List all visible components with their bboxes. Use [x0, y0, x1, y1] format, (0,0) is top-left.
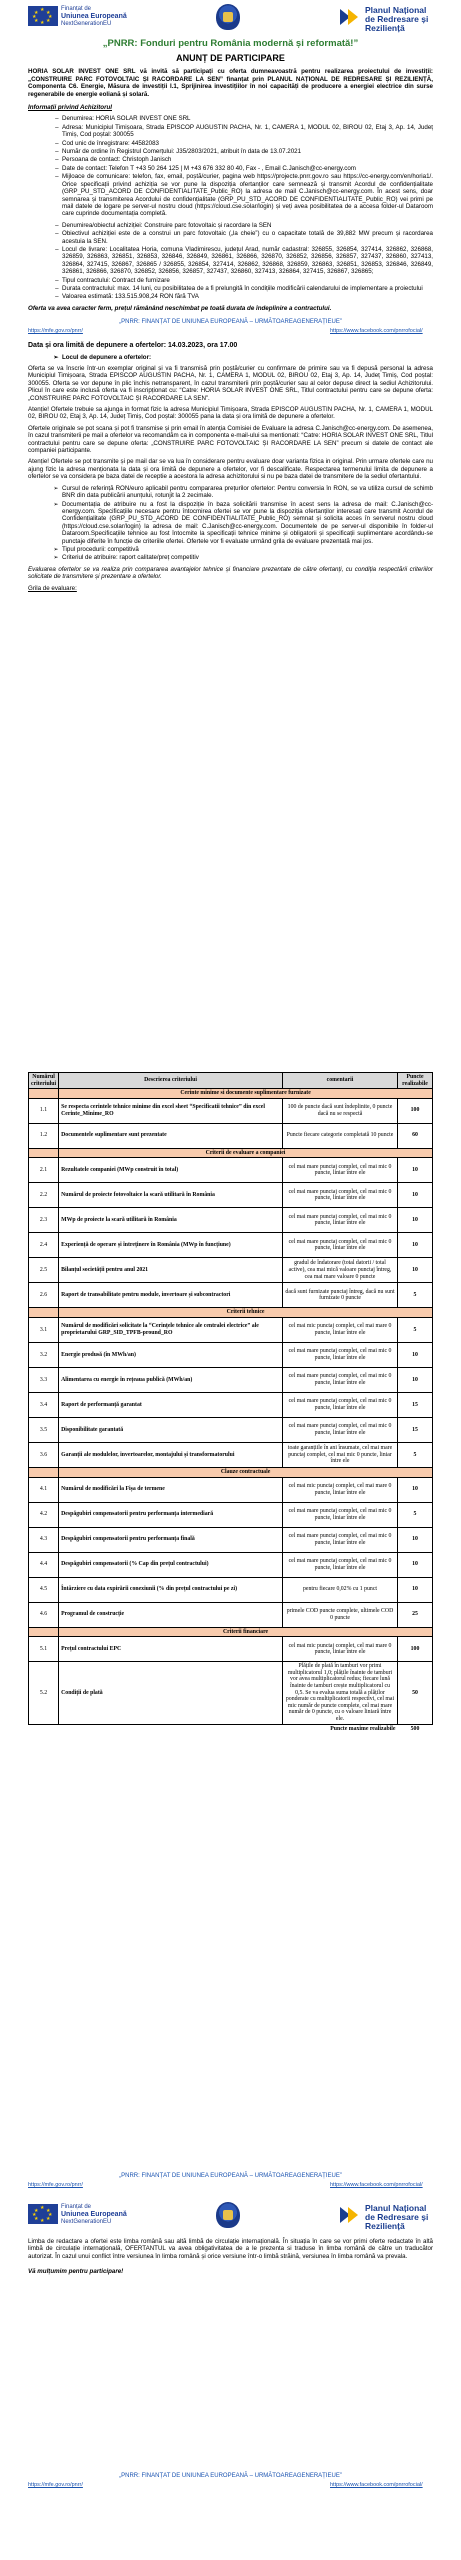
evaluation-grid-table: [28, 1072, 433, 1733]
requirement-item: ➢ Criteriul de atribuire: raport calitate/preț competitiv: [62, 554, 433, 561]
eu-flag-icon: ★ ★ ★ ★ ★ ★ ★ ★: [28, 2204, 58, 2224]
evaluation-note: Evaluarea ofertelor se va realiza prin compararea avantajelor tehnice și financiare prezentate de către ofertanți, cu condiția respectării criteriilor solicitate de transmitere și prezentare a ofertelor.: [28, 565, 433, 581]
criterion-description: Experiență de operare și întreținere în România (MWp în funcțiune): [59, 1233, 283, 1258]
facebook-link[interactable]: https://www.facebook.com/pnrrofocial/: [330, 2182, 423, 2188]
buyer-info-item: – Cod unic de înregistrare: 44582083: [62, 140, 433, 147]
criterion-points: 25: [398, 1602, 433, 1627]
criterion-number: 3.2: [29, 1342, 59, 1367]
criterion-number: 2.1: [29, 1158, 59, 1183]
grid-section-row: [29, 1089, 433, 1099]
criterion-comment: cel mai mic punctaj complet, cel mai mare 0 puncte, liniar între ele: [283, 1477, 398, 1502]
buyer-info-heading: Informații privind Achizitorul: [28, 104, 112, 112]
eu-funding-text: Finanțat de Uniunea Europeană NextGenerationEU: [61, 2204, 127, 2225]
grid-row: [29, 1098, 433, 1123]
criterion-comment: cel mai mic punctaj complet, cel mai mare 0 puncte, liniar între ele: [283, 1637, 398, 1662]
grid-row: [29, 1602, 433, 1627]
procurement-object-item: – Locul de livrare: Localitatea Horia, comuna Vladimirescu, județul Arad, număr cadastral: 326855, 326854, 327414, 326862, 326868, 326859, 326863, 326851, 326853, 326846, 326849, 326861, 326866, 326870, 326852, 326856, 326857, 327437, 326860, 327413, 326864, 327415, 326867, 326865 / 326855, 326854, 327414, 326862, 326868, 326859, 326863, 326851, 326853, 326846, 326849, 326861, 326866, 326870, 326852, 326856, 326857, 327437, 326860, 327413, 326864, 327415, 326867, 326865;: [62, 246, 433, 276]
criterion-number: 4.4: [29, 1552, 59, 1577]
criterion-description: Condiții de plată: [59, 1662, 283, 1724]
pnrr-logo-text: Planul Național de Redresare și Reziliență: [365, 5, 429, 33]
criterion-points: 10: [398, 1527, 433, 1552]
romania-coat-of-arms-icon: [216, 2202, 240, 2228]
mfe-link[interactable]: https://mfe.gov.ro/pnrr/: [28, 2182, 83, 2188]
buyer-info-list: [28, 115, 433, 217]
criterion-comment: Plățile de plată în tamburi vor primi multiplicatorul 1,0; plățile înainte de tamburi vor avea multiplicatorul redus; fiecare lună înainte de tamburi crește multiplicatorul cu 0,5. Se va evalua suma totală a plăților ponderate cu multiplicatorii respectivi, cel mai mic număr de puncte complete, cel mai mare număr de 0 puncte, cu o valoare liniară între ele.: [283, 1662, 398, 1724]
criterion-description: Despăgubiri compensatorii pentru performanța intermediară: [59, 1502, 283, 1527]
procurement-object-item: – Valoarea estimată: 133.515.908,24 RON fără TVA: [62, 293, 433, 300]
grid-section-row: [29, 1627, 433, 1637]
criterion-comment: gradul de îndatorare (total datorii / total active), cea mai mică valoare punctaj întreg, cea mai mare valoare 0 puncte: [283, 1258, 398, 1283]
intro-paragraph: HORIA SOLAR INVEST ONE SRL vă invită să participați cu oferta dumneavoastră pentru realizarea proiectului de investiții: „CONSTRUIRE PARC FOTOVOLTAIC ȘI RACORDARE LA SEN” finanțat prin PLANUL NAȚIONAL DE REDRESARE ȘI REZILIENȚĂ, Componenta C6. Energie, Măsura de investiții I.1, Sprijinirea investițiilor în noi capacități de producere a energiei electrice din surse regenerabile de energie eoliană și solară.: [28, 68, 433, 98]
page-header: [0, 0, 461, 34]
criterion-points: 50: [398, 1662, 433, 1724]
criterion-points: 10: [398, 1477, 433, 1502]
grid-total-row: [29, 1724, 433, 1733]
pnrr-logo-text: Planul Național de Redresare și Reziliență: [365, 2203, 429, 2231]
grid-row: [29, 1527, 433, 1552]
criterion-number: 3.1: [29, 1317, 59, 1342]
criterion-number: 3.4: [29, 1392, 59, 1417]
grid-row: [29, 1183, 433, 1208]
page-footer: [0, 2170, 461, 2192]
criterion-description: Bilanțul societății pentru anul 2021: [59, 1258, 283, 1283]
criterion-comment: cel mai mare punctaj complet, cel mai mic 0 puncte, liniar între ele: [283, 1392, 398, 1417]
grid-row: [29, 1637, 433, 1662]
criterion-comment: cel mai mare punctaj complet, cel mai mic 0 puncte, liniar între ele: [283, 1183, 398, 1208]
criterion-description: Raport de performanță garantat: [59, 1392, 283, 1417]
section-number-cell: [29, 1308, 59, 1318]
section-title: Clauze contractuale: [59, 1467, 433, 1477]
criterion-points: 5: [398, 1502, 433, 1527]
grid-section-row: [29, 1467, 433, 1477]
criterion-number: 5.2: [29, 1662, 59, 1724]
section-title: Cerinte minime si documente suplimentare furnizate: [59, 1089, 433, 1099]
criterion-description: Numărul de proiecte fotovoltaice la scară utilitară în România: [59, 1183, 283, 1208]
criterion-number: 2.2: [29, 1183, 59, 1208]
page-footer: [0, 316, 461, 338]
criterion-points: 5: [398, 1283, 433, 1308]
criterion-points: 10: [398, 1208, 433, 1233]
criterion-description: MWp de proiecte la scară utilitară în România: [59, 1208, 283, 1233]
grid-row: [29, 1392, 433, 1417]
deadline: Data și ora limită de depunere a ofertelor: 14.03.2023, ora 17.00: [28, 342, 238, 350]
criterion-comment: cel mai mare punctaj complet, cel mai mic 0 puncte, liniar între ele: [283, 1502, 398, 1527]
page-3: [0, 2170, 461, 2560]
grid-heading: Grila de evaluare:: [28, 584, 77, 592]
criterion-comment: cel mai mare punctaj complet, cel mai mic 0 puncte, liniar între ele: [283, 1527, 398, 1552]
total-value: 500: [410, 1725, 420, 1732]
criterion-number: 2.5: [29, 1258, 59, 1283]
eu-flag-icon: ★ ★ ★ ★ ★ ★ ★ ★: [28, 6, 58, 26]
pnrr-logo-icon: [340, 7, 362, 27]
announcement-heading: ANUNȚ DE PARTICIPARE: [176, 53, 285, 63]
criterion-comment: toate garanțiile în ani însumate, cel mai mare punctaj complet, cel mai mic 0 puncte, liniar între ele: [283, 1442, 398, 1467]
criterion-points: 10: [398, 1158, 433, 1183]
criterion-points: 10: [398, 1552, 433, 1577]
criterion-number: 4.5: [29, 1577, 59, 1602]
place-heading: ➢ Locul de depunere a ofertelor:: [62, 354, 433, 361]
grid-row: [29, 1367, 433, 1392]
grid-header-comments: comentarii: [283, 1073, 398, 1089]
grid-row: [29, 1258, 433, 1283]
eu-funding-text: Finanțat de Uniunea Europeană NextGenerationEU: [61, 6, 127, 27]
grid-row: [29, 1442, 433, 1467]
grid-header-description: Descrierea criteriului: [59, 1073, 283, 1089]
criterion-number: 4.6: [29, 1602, 59, 1627]
mfe-link[interactable]: https://mfe.gov.ro/pnrr/: [28, 328, 83, 335]
criterion-number: 2.6: [29, 1283, 59, 1308]
criterion-description: Numărul de modificări la Fișa de termene: [59, 1477, 283, 1502]
grid-row: [29, 1123, 433, 1148]
criterion-points: 10: [398, 1233, 433, 1258]
page-footer: [0, 2470, 461, 2492]
attention-paragraph-3: Atenție! Ofertele se pot transmite și pe mail dar se va lua în considerare pentru evaluare doar varianta fizica in original. Prin urmare ofertele care nu ajung fizic la adresa menționata la data și ora limită de depunere a ofertelor, vor fi descalificate. Respectarea termenului limita de depunere a ofertelor se va considera pe baza datei de receptie a acestora la adresa achizitorului si nu pe baza datei de transmitere de la sediul ofertantului.: [28, 458, 433, 481]
criterion-description: Despăgubiri compensatorii (% Cap din prețul contractului): [59, 1552, 283, 1577]
criterion-number: 3.3: [29, 1367, 59, 1392]
grid-row: [29, 1283, 433, 1308]
section-title: Criterii financiare: [59, 1627, 433, 1637]
section-number-cell: [29, 1148, 59, 1158]
buyer-info-item: – Adresa: Municipiul Timișoara, Strada EPISCOP AUGUSTIN PACHA, Nr. 1, CAMERA 1, MODUL 02, BIROU 02, Etaj 3, Ap. 14, Județ Timiș, Cod poștal: 300055: [62, 124, 433, 139]
facebook-link[interactable]: https://www.facebook.com/pnrrofocial/: [330, 328, 423, 335]
grid-section-row: [29, 1148, 433, 1158]
procurement-object-item: – Tipul contractului: Contract de furnizare: [62, 277, 433, 284]
criterion-number: 3.5: [29, 1417, 59, 1442]
criterion-points: 100: [398, 1098, 433, 1123]
criterion-number: 4.3: [29, 1527, 59, 1552]
grid-header-number: Numărul criteriului: [29, 1073, 59, 1089]
grid-row: [29, 1417, 433, 1442]
criterion-number: 3.6: [29, 1442, 59, 1467]
criterion-comment: dacă sunt furnizate punctaj întreg, dacă nu sunt furnizate 0 puncte: [283, 1283, 398, 1308]
criterion-number: 2.3: [29, 1208, 59, 1233]
romania-coat-of-arms-icon: [216, 4, 240, 30]
criterion-description: Rezultatele companiei (MWp construit în total): [59, 1158, 283, 1183]
criterion-points: 15: [398, 1417, 433, 1442]
criterion-points: 10: [398, 1577, 433, 1602]
criterion-number: 1.2: [29, 1123, 59, 1148]
criterion-points: 100: [398, 1637, 433, 1662]
mfe-link[interactable]: https://mfe.gov.ro/pnrr/: [28, 2482, 83, 2488]
page-1: [0, 0, 461, 620]
criterion-points: 5: [398, 1317, 433, 1342]
criterion-comment: cel mai mare punctaj complet, cel mai mic 0 puncte, liniar între ele: [283, 1367, 398, 1392]
buyer-info-item: – Date de contact: Telefon T +43 50 264 125 | M +43 676 332 80 40, Fax - , Email C.Janisch@cc-energy.com: [62, 165, 433, 172]
grid-row: [29, 1317, 433, 1342]
page-header: [0, 2198, 461, 2232]
criterion-number: 2.4: [29, 1233, 59, 1258]
facebook-link[interactable]: https://www.facebook.com/pnrrofocial/: [330, 2482, 423, 2488]
criterion-number: 4.1: [29, 1477, 59, 1502]
grid-row: [29, 1662, 433, 1724]
grid-row: [29, 1158, 433, 1183]
page-title: „PNRR: Fonduri pentru România modernă și reformată!”: [102, 38, 359, 49]
criterion-comment: primele COD puncte complete, ultimele COD 0 puncte: [283, 1602, 398, 1627]
criterion-comment: cel mai mare punctaj complet, cel mai mic 0 puncte, liniar între ele: [283, 1552, 398, 1577]
section-title: Criterii tehnice: [59, 1308, 433, 1318]
validity-note: Oferta va avea caracter ferm, prețul rămânând neschimbat pe toată durata de îndeplinire a contractului.: [28, 304, 332, 312]
criterion-points: 10: [398, 1342, 433, 1367]
grid-row: [29, 1552, 433, 1577]
pnrr-logo-icon: [340, 2205, 362, 2225]
criterion-number: 5.1: [29, 1637, 59, 1662]
closing-paragraph: Limba de redactare a ofertei este limba română sau altă limbă de circulație internațională. În situația în care se vor primi oferte redactate în altă limbă de circulație internațională, OFERTANTUL va avea obligativitatea de a le prezenta si traduse în limba română de către un traducător autorizat. În cazul unui conflict între versiunea în limba română și orice versiune într-o limbă străină, versiunea în limba română va prevala.: [28, 2238, 433, 2260]
grid-section-row: [29, 1308, 433, 1318]
criterion-points: 15: [398, 1392, 433, 1417]
buyer-info-item: – Denumirea: HORIA SOLAR INVEST ONE SRL: [62, 115, 433, 122]
criterion-description: Întârziere cu data expirării conexiunii (% din prețul contractului pe zi): [59, 1577, 283, 1602]
requirement-item: ➢ Documentația de atribuire nu a fost la dispoziție în baza solicitării transmise în acest sens la adresa de mail: C.Janisch@cc-energy.com. Specificațiile necesare pentru întocmirea ofertei se vor pune la dispoziția ofertanților interesați care transmit Acordul de Confidențialitate (GRP_PU_STD_ACORD DE CONFIDENTIALITATE_Public_RO) semnat și solicita acces în serverul nostru cloud (https://cloud.cse.solar/login) la adresa de mail: C.Janisch@cc-energy.com. Documentele de pe server-ul disponibile în folder-ul Dataroom.Specificațiile tehnice au fost întocmite la specificații tehnice minime și obligatorii și specificații suplimentare acordându-se punctaje diferite în funcție de criteriile ofertei. Ofertele vor fi evaluate urmând grila de evaluare prezentată mai jos.: [62, 501, 433, 545]
criterion-comment: cel mai mare punctaj complet, cel mai mic 0 puncte, liniar între ele: [283, 1233, 398, 1258]
criterion-comment: cel mai mare punctaj complet, cel mai mic 0 puncte, liniar între ele: [283, 1417, 398, 1442]
criterion-description: Disponibilitate garantată: [59, 1417, 283, 1442]
criterion-description: Raport de transabilitate pentru module, invertoare și subcontractori: [59, 1283, 283, 1308]
criterion-comment: 100 de puncte dacă sunt îndeplinite, 0 puncte dacă nu se respectă: [283, 1098, 398, 1123]
grid-row: [29, 1502, 433, 1527]
criterion-comment: cel mai mare punctaj complet, cel mai mic 0 puncte, liniar între ele: [283, 1208, 398, 1233]
criterion-description: Prețul contractului EPC: [59, 1637, 283, 1662]
criterion-comment: pentru fiecare 0,02% cu 1 punct: [283, 1577, 398, 1602]
criterion-points: 60: [398, 1123, 433, 1148]
section-number-cell: [29, 1467, 59, 1477]
procurement-object-item: – Denumirea/obiectul achiziției: Construire parc fotovoltaic și racordare la SEN: [62, 222, 433, 229]
criterion-description: Se respecta cerintele tehnice minime din excel sheet “Specificatii tehnice” din excel Cerinte_Minime_RO: [59, 1098, 283, 1123]
grid-row: [29, 1233, 433, 1258]
criterion-description: Documentele suplimentare sunt prezentate: [59, 1123, 283, 1148]
criterion-points: 10: [398, 1258, 433, 1283]
criterion-description: Energie produsă (în MWh/an): [59, 1342, 283, 1367]
grid-row: [29, 1577, 433, 1602]
footer-slogan: „PNRR: FINANȚAT DE UNIUNEA EUROPEANĂ – URMĂTOAREAGENERAȚIEUE”: [119, 2473, 342, 2479]
criterion-comment: Puncte fiecare categorie completată 10 puncte: [283, 1123, 398, 1148]
requirement-item: ➢ Tipul procedurii: competitivă: [62, 546, 433, 553]
section-number-cell: [29, 1089, 59, 1099]
criterion-comment: cel mai mare punctaj complet, cel mai mic 0 puncte, liniar între ele: [283, 1342, 398, 1367]
criterion-description: Despăgubiri compensatorii pentru performanța finală: [59, 1527, 283, 1552]
criterion-points: 10: [398, 1183, 433, 1208]
footer-slogan: „PNRR: FINANȚAT DE UNIUNEA EUROPEANĂ – URMĂTOAREAGENERAȚIEUE”: [119, 319, 342, 326]
grid-header-points: Puncte realizabile: [398, 1073, 433, 1089]
place-paragraph: Oferta se va înscrie într-un exemplar original și va fi transmisă prin poștă/curier cu confirmare de primire sau va fi depusă personal la adresa Municipiul Timișoara, Strada EPISCOP AUGUSTIN PACHA, Nr. 1, CAMERA 1, MODUL 02, BIROU 02, Etaj 3, Ap. 14, Județ Timiș, Cod poștal: 300055. Oferta se vor depune în plic închis netransparent, în cazul transmiterii prin poștă/curier sau al celor depuse direct la sediul Achizitorului. Plicul în care este inclusă oferta va fi inscripționat cu: “Catre: HORIA SOLAR INVEST ONE SRL, Titlul contractului pentru care se depune oferta: „CONSTRUIRE PARC FOTOVOLTAIC ȘI RACORDARE LA SEN”.: [28, 365, 433, 402]
criterion-points: 5: [398, 1442, 433, 1467]
criterion-comment: cel mai mare punctaj complet, cel mai mic 0 puncte, liniar între ele: [283, 1158, 398, 1183]
buyer-info-item: – Număr de ordine în Registrul Comerțului: J35/2803/2021, atribuit în data de 13.07.2021: [62, 148, 433, 155]
criterion-description: Programul de construcție: [59, 1602, 283, 1627]
footer-slogan: „PNRR: FINANȚAT DE UNIUNEA EUROPEANĂ – URMĂTOAREAGENERAȚIEUE”: [119, 2173, 342, 2179]
section-number-cell: [29, 1627, 59, 1637]
section-title: Criterii de evaluare a companiei: [59, 1148, 433, 1158]
criterion-description: Garanții ale modulelor, invertoarelor, montajului și transformatorului: [59, 1442, 283, 1467]
attention-paragraph-1: Atenție! Ofertele trebuie sa ajunga in format fizic la adresa Municipiul Timișoara, Strada EPISCOP AUGUSTIN PACHA, Nr. 1, CAMERA 1, MODUL 02, BIROU 02, Etaj 3, Ap. 14, Județ Timiș, Cod poștal: 300055 pana la data și ora limită de depunere a ofertelor.: [28, 406, 433, 421]
criterion-points: 10: [398, 1367, 433, 1392]
criterion-comment: cel mai mic punctaj complet, cel mai mare 0 puncte, liniar între ele: [283, 1317, 398, 1342]
criterion-description: Alimentarea cu energie în rețeaua publică (MWh/an): [59, 1367, 283, 1392]
criterion-number: 4.2: [29, 1502, 59, 1527]
grid-row: [29, 1477, 433, 1502]
page-2: [0, 1072, 461, 2152]
buyer-info-item: – Persoana de contact: Christoph Janisch: [62, 156, 433, 163]
thanks-note: Vă mulțumim pentru participare!: [28, 2268, 124, 2276]
attention-paragraph-2: Ofertele originale se pot scana și pot fi transmise și prin email în atenția Comisiei de Evaluare la adresa C.Janisch@cc-energy.com. De asemenea, în cazul transmiterii pe mail a ofertelor va recomandăm ca in componenta e-mail-ului sa mentionati: “Catre: HORIA SOLAR INVEST ONE SRL, Titlul contractului pentru care se depune oferta: „CONSTRUIRE PARC FOTOVOLTAIC ȘI RACORDARE LA SEN” precum si datele de contact ale companiei participante.: [28, 424, 433, 455]
buyer-info-item: – Mijloace de comunicare: telefon, fax, email, poștă/curier, pagina web https://projecte.pnrr.gov.ro sau https://cc-energy.com/en/horia1/. Orice specificații privind achiziția se vor pune la dispoziția ofertanților care semnează și transmit Acordul de confidențialitate (GRP_PU_STD_ACORD DE CONFIDENTIALITATE_Public_RO) la adresa de mail C.Janisch@cc-energy.com. În acest sens, doar semnarea și transmiterea Acordului de confidențialitate (GRP_PU_STD_ACORD DE CONFIDENTIALITATE_Public_RO) vei primi pe mail datele de logare pe server-ul nostru cloud (https://cloud.cse.solar/login) și veți avea posibilitatea de a accesa folder-ul Dataroom care cuprinde documentația completă.: [62, 173, 433, 217]
grid-row: [29, 1208, 433, 1233]
grid-row: [29, 1342, 433, 1367]
procurement-object-item: – Durata contractului: max. 14 luni, cu posibilitatea de a fi prelungită în condițiile modificării calendarului de implementare a proiectului: [62, 285, 433, 292]
criterion-description: Numărul de modificări solicitate la “Cerințele tehnice ale centralei electrice” ale proprietarului GRP_SID_TPFB-pround_RO: [59, 1317, 283, 1342]
criterion-number: 1.1: [29, 1098, 59, 1123]
requirement-item: ➢ Cursul de referință RON/euro aplicabil pentru compararea prețurilor ofertelor: Pentru conversia în RON, se va utiliza cursul de schimb BNR din data publicării anunțului, rotunjit la 2 zecimale.: [62, 485, 433, 500]
requirements-list: [28, 485, 433, 562]
procurement-object-item: – Obiectivul achiziției este de a construi un parc fotovoltaic („la cheie”) cu o capacitate totală de 39,882 MW precum și racordarea acestuia la SEN.: [62, 230, 433, 245]
total-label: Puncte maxime realizabile: [330, 1725, 396, 1732]
procurement-object-list: [28, 222, 433, 301]
